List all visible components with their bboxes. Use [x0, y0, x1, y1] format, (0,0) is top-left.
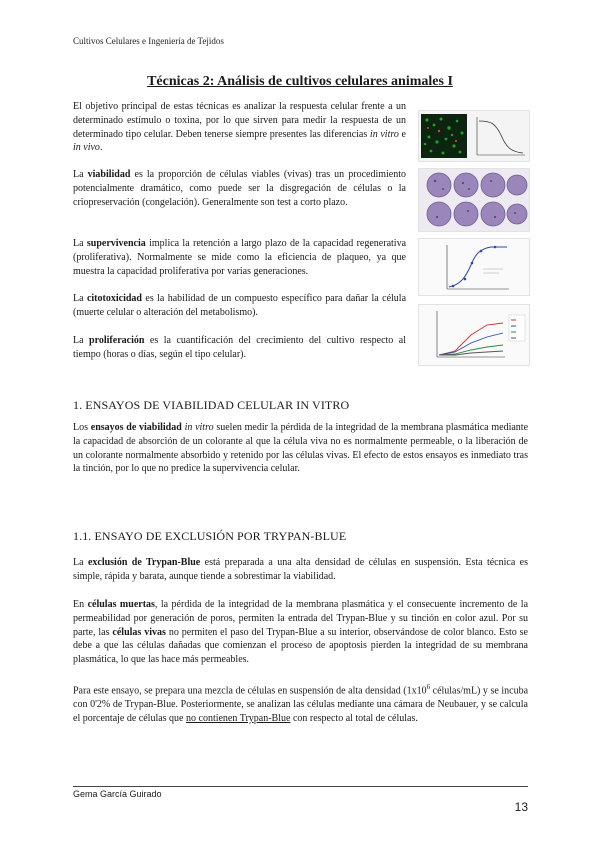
cytotoxicity-paragraph: La citotoxicidad es la habilidad de un compuesto específico para dañar la célula (muerte celular o alteración del metabolismo). — [73, 293, 407, 318]
term-supervivencia: supervivencia — [86, 238, 146, 249]
plating-dishes-image — [419, 169, 529, 231]
viability-paragraph: La viabilidad es la proporción de células viables (vivas) tras un procedimiento potencialmente dramático, como puede ser la disgregación de células o la criopreservación (congelación). Generalmente son test a corto plazo. — [73, 169, 407, 208]
section-1-heading: 1. ENSAYOS DE VIABILIDAD CELULAR IN VITRO — [73, 398, 350, 412]
proliferation-paragraph: La proliferación es la cuantificación del crecimiento del cultivo respecto al tiempo (horas o días, según el tipo celular). — [73, 335, 406, 360]
trypan-intro-paragraph: La exclusión de Trypan-Blue está preparada a una alta densidad de células en suspensión. Esta técnica es simple, rápida y barata, aunque tiende a sobrestimar la viabilidad. — [73, 557, 528, 582]
section-1-1-heading: 1.1. ENSAYO DE EXCLUSIÓN POR TRYPAN-BLUE — [73, 529, 347, 543]
term-celulas-vivas: células vivas — [112, 626, 166, 638]
page-title: Técnicas 2: Análisis de cultivos celulares animales I — [147, 74, 453, 89]
term-viabilidad: viabilidad — [87, 169, 131, 180]
underlined-phrase: no contienen Trypan-Blue — [186, 712, 291, 724]
figure-plating-dishes — [418, 168, 530, 232]
figure-stain-and-curve — [418, 110, 530, 162]
term-citotoxicidad: citotoxicidad — [86, 293, 142, 304]
running-header: Cultivos Celulares e Ingeniería de Tejidos — [73, 36, 224, 46]
section-1-paragraph: Los ensayos de viabilidad in vitro suelen medir la pérdida de la integridad de la membrana plasmática mediante la capacidad de absorción de un colorante al que la célula viva no es normalmente permeable, o la liberación de un colorante normalmente absorbido y retenido por las células vivas. El efecto de estos ensayos es inmediato tras la tinción, por lo que no predice la supervivencia celular. — [73, 422, 529, 475]
page-number: 13 — [514, 800, 528, 814]
footer-author: Gema García Guirado — [73, 789, 162, 799]
term-celulas-muertas: células muertas — [87, 599, 155, 610]
proliferation-chart-image — [419, 305, 529, 365]
stain-curve-image — [419, 111, 529, 161]
survival-paragraph: La supervivencia implica la retención a largo plazo de la capacidad regenerativa (proliferativa). Normalmente se mide como la eficiencia de plaqueo, ya que muestra la capacidad proliferativa por varias generaciones. — [73, 238, 407, 277]
figure-proliferation-chart — [418, 304, 530, 366]
figure-growth-curve — [418, 238, 530, 296]
trypan-procedure-paragraph: Para este ensayo, se prepara una mezcla de células en suspensión de alta densidad ($1x10^6$ células/mL) y se incuba con 0'2% de Trypan-Blue. Posteriormente, se analizan las células mediante una cámara de Neubauer, y se calcula el porcentaje de células que no contienen Trypan-Blue con respecto al total de células. — [73, 683, 529, 724]
intro-paragraph: El objetivo principal de estas técnicas es analizar la respuesta celular frente a un determinado estímulo o toxina, por lo que sirven para medir la respuesta de un determinado tipo celular. Deben tenerse siempre presentes las diferencias in vitro e in vivo. — [73, 101, 406, 154]
footer-rule — [73, 786, 528, 787]
growth-curve-image — [419, 239, 529, 295]
term-exclusion-trypan: exclusión de Trypan-Blue — [87, 557, 201, 568]
term-proliferacion: proliferación — [89, 335, 145, 346]
term-ensayos-viabilidad: ensayos de viabilidad — [90, 422, 182, 433]
trypan-mechanism-paragraph: En células muertas, la pérdida de la integridad de la membrana plasmática y el consecuente incremento de la permeabilidad por generación de poros, permiten la entrada del Trypan-Blue y su tinción en color azul. Por su parte, las células vivas no permiten el paso del Trypan-Blue a su interior, observándose de color blanco. Esto se debe a que las células dañadas que comienzan el proceso de apoptosis pierden la integridad de su membrana plasmática, lo que las hace más permeables. — [73, 599, 529, 666]
